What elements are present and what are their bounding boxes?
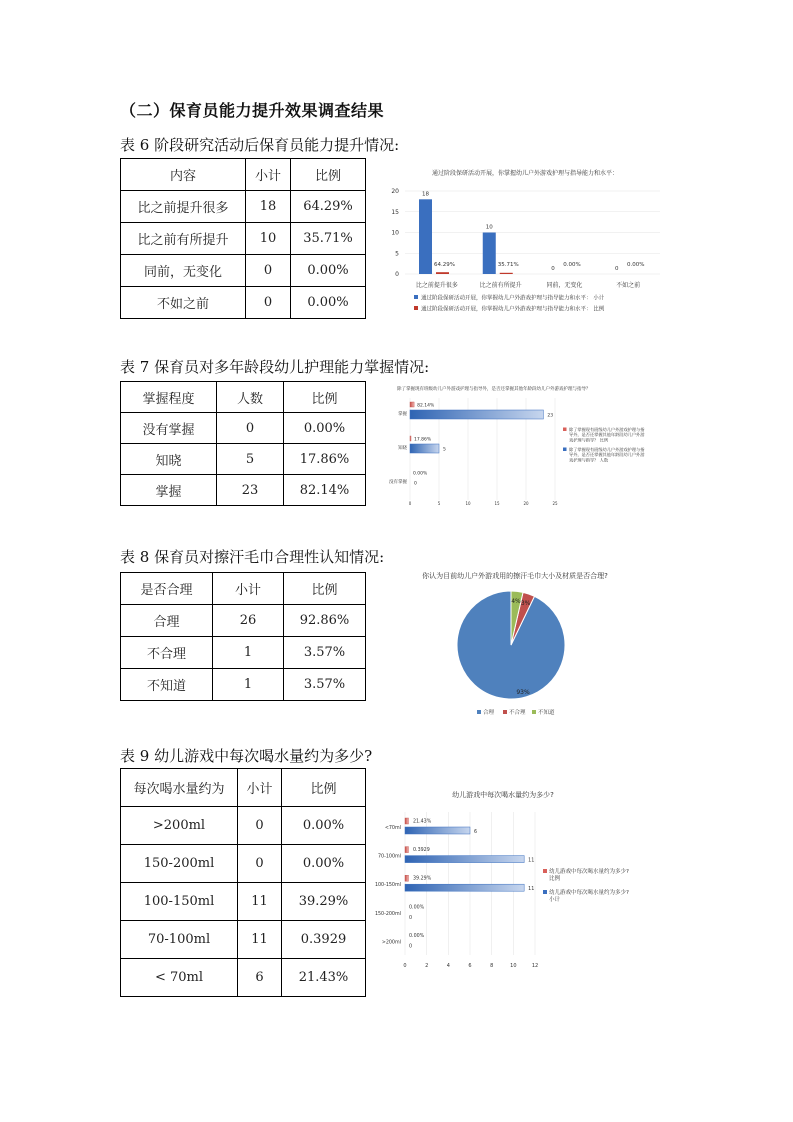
bar [405, 875, 409, 881]
legend-label: 通过阶段保研活动开展，你掌握幼儿户外游戏护理与指导能力和水平： 比例 [421, 306, 605, 313]
y-tick-label: 150-200ml [375, 911, 401, 917]
legend-swatch [503, 710, 507, 714]
x-tick-label: 12 [531, 963, 539, 969]
header-cell: 比例 [291, 159, 366, 191]
chart-towel-reasonableness [395, 562, 635, 722]
header-cell: 小计 [246, 159, 291, 191]
cell: 0.00% [282, 807, 366, 845]
legend-label: 通过阶段保研活动开展，你掌握幼儿户外游戏护理与指导能力和水平： 小计 [421, 295, 605, 302]
cell: 5 [217, 444, 284, 475]
cell: 92.86% [284, 605, 366, 637]
data-label: 0.00% [409, 905, 425, 911]
table9-caption: 表 9 幼儿游戏中每次喝水量约为多少? [120, 747, 373, 765]
bar [410, 410, 543, 419]
table-row [121, 807, 366, 845]
legend-swatch [543, 890, 547, 894]
cell: 3.57% [284, 637, 366, 669]
table-row [121, 287, 366, 319]
cell: 1 [213, 637, 284, 669]
bar [410, 402, 414, 407]
bar [410, 436, 411, 441]
table-row [121, 191, 366, 223]
cell: 23 [217, 475, 284, 506]
pie-label: 3% [520, 600, 531, 608]
legend-swatch [477, 710, 481, 714]
chart4-svg [375, 780, 665, 980]
cell: 0.00% [284, 413, 366, 444]
x-tick-label: 4 [446, 963, 450, 969]
cell: 1 [213, 669, 284, 701]
chart-age-care-mastery [380, 378, 670, 510]
cell: 合理 [121, 605, 213, 637]
table-row [121, 444, 366, 475]
cell: 比之前提升很多 [121, 191, 246, 223]
y-tick-label: >200ml [381, 940, 401, 946]
data-label: 5 [443, 447, 446, 453]
x-tick-label: 10 [465, 501, 471, 506]
cell: 0.3929 [282, 921, 366, 959]
legend-swatch [563, 448, 567, 452]
cell: 0.00% [291, 287, 366, 319]
cell: 同前，无变化 [121, 255, 246, 287]
header-cell: 比例 [284, 382, 366, 413]
pie-label: 4% [511, 597, 521, 605]
table-header-row [121, 382, 366, 413]
x-tick-label: 比之前有所提升 [479, 282, 522, 289]
data-label: 0.00% [563, 262, 581, 268]
data-label: 21.43% [413, 819, 432, 825]
y-tick-label: 100-150ml [375, 883, 401, 889]
data-label: 0 [551, 266, 555, 272]
x-tick-label: 6 [468, 963, 472, 969]
y-tick-label: 20 [391, 188, 399, 195]
y-tick-label: <70ml [384, 826, 401, 831]
y-tick-label: 15 [391, 208, 399, 216]
data-label: 18 [422, 191, 429, 198]
data-label: 0.00% [409, 933, 425, 939]
y-tick-label: 没有掌握 [389, 480, 407, 485]
table-row [121, 637, 366, 669]
cell: 知晓 [121, 444, 217, 475]
cell: 82.14% [284, 475, 366, 506]
data-label: 6 [474, 830, 478, 835]
data-label: 10 [485, 224, 493, 231]
header-cell: 是否合理 [121, 573, 213, 605]
cell: 18 [246, 191, 291, 223]
cell: 21.43% [282, 959, 366, 997]
cell: 17.86% [284, 444, 366, 475]
x-tick-label: 2 [425, 963, 429, 969]
table-row [121, 921, 366, 959]
legend-swatch [543, 869, 547, 873]
legend-label: 幼儿游戏中每次喝水量约为多少?小计 [549, 890, 629, 903]
cell: 不知道 [121, 669, 213, 701]
cell: 没有掌握 [121, 413, 217, 444]
data-label: 82.14% [417, 403, 435, 409]
data-label: 0 [615, 266, 619, 272]
y-tick-label: 掌握 [398, 412, 407, 417]
data-label: 35.71% [497, 262, 519, 268]
data-label: 0 [409, 915, 413, 921]
bar [405, 818, 409, 824]
cell: 64.29% [291, 191, 366, 223]
table6-caption: 表 6 阶段研究活动后保育员能力提升情况: [120, 136, 400, 154]
header-cell: 人数 [217, 382, 284, 413]
chart-water-intake [375, 780, 665, 980]
cell: 35.71% [291, 223, 366, 255]
legend-swatch [563, 428, 567, 432]
cell: 100-150ml [121, 883, 238, 921]
bar [405, 856, 524, 863]
x-tick-label: 5 [437, 501, 441, 506]
cell: 6 [238, 959, 282, 997]
x-tick-label: 0 [408, 501, 412, 506]
chart1-svg [380, 160, 665, 320]
table8 [120, 572, 366, 701]
header-cell: 比例 [282, 769, 366, 807]
cell: 0 [238, 807, 282, 845]
table-header-row [121, 769, 366, 807]
legend-label: 除了掌握现有班级幼儿户外游戏护理与指导外，是否还掌握其他年龄段幼儿户外游戏护理与指导？ 比例 [569, 427, 645, 443]
cell: 10 [246, 223, 291, 255]
legend-swatch [414, 306, 418, 310]
cell: 0.00% [282, 845, 366, 883]
cell: < 70ml [121, 959, 238, 997]
cell: 3.57% [284, 669, 366, 701]
cell: 39.29% [282, 883, 366, 921]
x-tick-label: 比之前提升很多 [415, 282, 458, 289]
cell: 0 [246, 287, 291, 319]
table-row [121, 669, 366, 701]
bar [410, 444, 439, 453]
table-row [121, 605, 366, 637]
table-row [121, 255, 366, 287]
cell: 0 [238, 845, 282, 883]
x-tick-label: 同前，无变化 [546, 282, 583, 289]
table7 [120, 381, 366, 506]
chart2-svg [380, 378, 670, 510]
header-cell: 小计 [238, 769, 282, 807]
x-tick-label: 不如之前 [616, 282, 641, 289]
y-tick-label: 知晓 [398, 446, 407, 451]
header-cell: 每次喝水量约为 [121, 769, 238, 807]
legend-label: 除了掌握现有班级幼儿户外游戏护理与指导外，是否还掌握其他年龄段幼儿户外游戏护理与指导？ 人数 [569, 447, 645, 463]
table-row [121, 959, 366, 997]
y-tick-label: 5 [395, 250, 399, 258]
chart3-svg [395, 562, 635, 722]
cell: 不如之前 [121, 287, 246, 319]
bar [483, 233, 496, 275]
legend-label: 合理 [483, 710, 495, 716]
data-label: 0.00% [413, 471, 428, 477]
data-label: 0 [414, 481, 417, 487]
header-cell: 内容 [121, 159, 246, 191]
table8-caption: 表 8 保育员对擦汗毛巾合理性认知情况: [120, 548, 385, 566]
x-tick-label: 10 [510, 963, 517, 969]
legend-swatch [414, 295, 418, 299]
header-cell: 比例 [284, 573, 366, 605]
cell: 比之前有所提升 [121, 223, 246, 255]
bar [419, 199, 432, 274]
legend-label: 不知道 [538, 710, 555, 716]
table6 [120, 158, 366, 319]
cell: 150-200ml [121, 845, 238, 883]
bar [405, 847, 409, 853]
cell: 26 [213, 605, 284, 637]
header-cell: 小计 [213, 573, 284, 605]
data-label: 11 [528, 887, 535, 893]
y-tick-label: 10 [391, 229, 399, 237]
chart-title: 除了掌握现有班级幼儿户外游戏护理与指导外，是否还掌握其他年龄段幼儿户外游戏护理与指导？ [397, 387, 591, 392]
table7-caption: 表 7 保育员对多年龄段幼儿护理能力掌握情况: [120, 358, 430, 376]
y-tick-label: 0 [395, 271, 399, 278]
table-row [121, 223, 366, 255]
bar [405, 884, 524, 891]
table-row [121, 413, 366, 444]
chart-ability-improvement [380, 160, 665, 320]
data-label: 0 [409, 944, 413, 950]
x-tick-label: 20 [523, 501, 529, 506]
chart-title: 通过阶段保研活动开展，你掌握幼儿户外游戏护理与指导能力和水平： [431, 170, 619, 177]
chart-title: 你认为目前幼儿户外游戏用的擦汗毛巾大小及材质是否合理? [422, 572, 608, 580]
section-title: （二）保育员能力提升效果调查结果 [120, 101, 385, 120]
cell: 0.00% [291, 255, 366, 287]
data-label: 0.00% [627, 262, 645, 268]
table-row [121, 845, 366, 883]
data-label: 0.3929 [413, 848, 430, 854]
cell: 11 [238, 921, 282, 959]
y-tick-label: 70-100ml [378, 854, 401, 860]
legend-swatch [532, 710, 536, 714]
x-tick-label: 8 [490, 963, 494, 969]
cell: 70-100ml [121, 921, 238, 959]
table-row [121, 475, 366, 506]
chart-title: 幼儿游戏中每次喝水量约为多少? [452, 791, 554, 799]
header-cell: 掌握程度 [121, 382, 217, 413]
table9 [120, 768, 366, 997]
cell: 0 [246, 255, 291, 287]
cell: 掌握 [121, 475, 217, 506]
legend-label: 不合理 [509, 710, 526, 716]
x-tick-label: 15 [494, 501, 500, 506]
cell: >200ml [121, 807, 238, 845]
bar [436, 272, 449, 274]
data-label: 64.29% [434, 262, 455, 268]
cell: 不合理 [121, 637, 213, 669]
legend-label: 幼儿游戏中每次喝水量约为多少?比例 [549, 869, 629, 882]
data-label: 17.86% [414, 437, 432, 443]
data-label: 11 [528, 858, 535, 864]
data-label: 23 [547, 413, 554, 419]
cell: 11 [238, 883, 282, 921]
table-row [121, 883, 366, 921]
table-header-row [121, 573, 366, 605]
bar [500, 273, 513, 274]
bar [405, 827, 470, 834]
data-label: 39.29% [413, 876, 432, 882]
table-header-row [121, 159, 366, 191]
pie-label: 93% [516, 689, 530, 696]
x-tick-label: 25 [552, 501, 558, 506]
cell: 0 [217, 413, 284, 444]
x-tick-label: 0 [403, 963, 407, 969]
